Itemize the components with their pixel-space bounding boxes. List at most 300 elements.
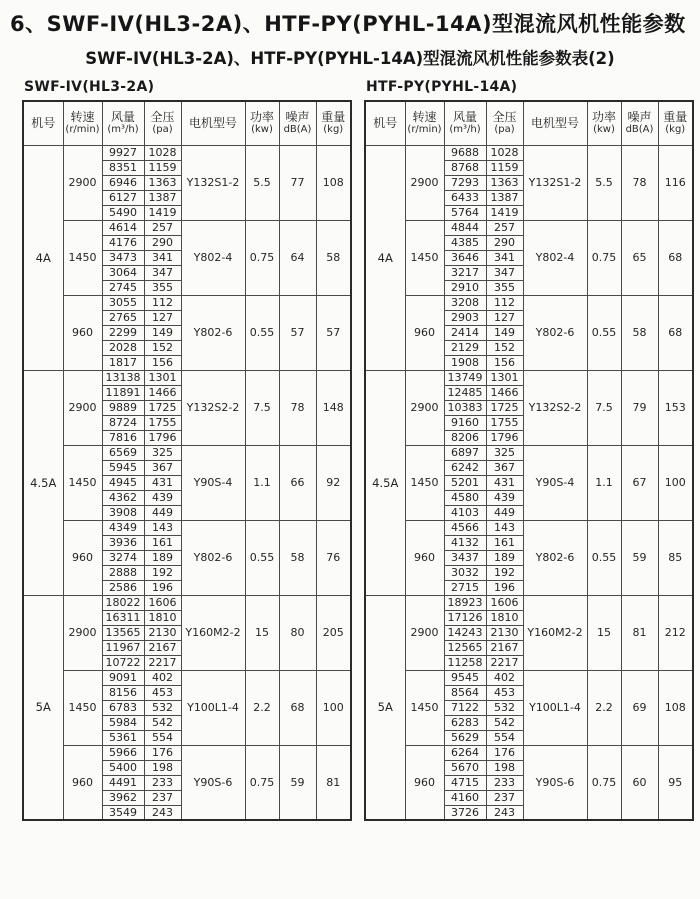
flow-cell: 11258 <box>444 655 486 670</box>
weight-cell: 68 <box>658 220 693 295</box>
header-cell <box>658 101 693 145</box>
pressure-cell: 233 <box>486 775 523 790</box>
flow-cell: 4566 <box>444 520 486 535</box>
pressure-cell: 367 <box>144 460 181 475</box>
motor-cell: Y100L1-4 <box>523 670 587 745</box>
rpm-cell: 1450 <box>63 445 102 520</box>
pressure-cell: 112 <box>144 295 181 310</box>
pressure-cell: 143 <box>144 520 181 535</box>
power-cell: 15 <box>587 595 621 670</box>
flow-cell: 12565 <box>444 640 486 655</box>
flow-cell: 4132 <box>444 535 486 550</box>
pressure-cell: 257 <box>144 220 181 235</box>
flow-cell: 8564 <box>444 685 486 700</box>
rpm-cell: 2900 <box>63 595 102 670</box>
pressure-cell: 196 <box>144 580 181 595</box>
flow-cell: 9688 <box>444 145 486 160</box>
flow-cell: 5764 <box>444 205 486 220</box>
flow-cell: 5361 <box>102 730 144 745</box>
power-cell: 0.75 <box>245 220 279 295</box>
noise-cell: 58 <box>621 295 658 370</box>
header-row <box>23 101 351 145</box>
noise-cell: 57 <box>279 295 316 370</box>
pressure-cell: 189 <box>486 550 523 565</box>
noise-cell: 77 <box>279 145 316 220</box>
flow-cell: 3208 <box>444 295 486 310</box>
pressure-cell: 347 <box>486 265 523 280</box>
pressure-cell: 1725 <box>144 400 181 415</box>
tables-container <box>0 79 700 821</box>
rpm-cell: 960 <box>63 520 102 595</box>
pressure-cell: 1387 <box>144 190 181 205</box>
fan-table-block <box>22 79 352 821</box>
pressure-cell: 1796 <box>144 430 181 445</box>
flow-cell: 18923 <box>444 595 486 610</box>
table-row <box>365 370 693 385</box>
header-label: 全压 <box>150 110 175 125</box>
header-label: 噪声 <box>627 110 652 125</box>
flow-cell: 5945 <box>102 460 144 475</box>
noise-cell: 69 <box>621 670 658 745</box>
table-row <box>23 145 351 160</box>
header-label: 转速 <box>70 110 95 125</box>
pressure-cell: 453 <box>486 685 523 700</box>
power-cell: 0.75 <box>245 745 279 820</box>
pressure-cell: 233 <box>144 775 181 790</box>
pressure-cell: 152 <box>144 340 181 355</box>
pressure-cell: 554 <box>486 730 523 745</box>
flow-cell: 13565 <box>102 625 144 640</box>
pressure-cell: 554 <box>144 730 181 745</box>
flow-cell: 11891 <box>102 385 144 400</box>
header-cell <box>181 101 245 145</box>
pressure-cell: 1301 <box>486 370 523 385</box>
flow-cell: 7293 <box>444 175 486 190</box>
flow-cell: 3646 <box>444 250 486 265</box>
pressure-cell: 237 <box>486 790 523 805</box>
table-row <box>23 595 351 610</box>
pressure-cell: 402 <box>144 670 181 685</box>
weight-cell: 95 <box>658 745 693 820</box>
power-cell: 5.5 <box>587 145 621 220</box>
header-label: 电机型号 <box>530 116 579 131</box>
pressure-cell: 542 <box>486 715 523 730</box>
fan-performance-table <box>22 100 352 821</box>
pressure-cell: 2130 <box>486 625 523 640</box>
flow-cell: 5201 <box>444 475 486 490</box>
flow-cell: 5400 <box>102 760 144 775</box>
weight-cell: 81 <box>316 745 351 820</box>
flow-cell: 2715 <box>444 580 486 595</box>
flow-cell: 5629 <box>444 730 486 745</box>
header-label: 功率 <box>591 110 616 125</box>
flow-cell: 2299 <box>102 325 144 340</box>
flow-cell: 17126 <box>444 610 486 625</box>
table-row <box>23 220 351 235</box>
pressure-cell: 237 <box>144 790 181 805</box>
rpm-cell: 1450 <box>405 220 444 295</box>
pressure-cell: 1363 <box>144 175 181 190</box>
flow-cell: 5670 <box>444 760 486 775</box>
flow-cell: 9889 <box>102 400 144 415</box>
pressure-cell: 161 <box>486 535 523 550</box>
flow-cell: 13138 <box>102 370 144 385</box>
pressure-cell: 439 <box>486 490 523 505</box>
pressure-cell: 1725 <box>486 400 523 415</box>
rpm-cell: 1450 <box>405 670 444 745</box>
pressure-cell: 1606 <box>144 595 181 610</box>
noise-cell: 68 <box>279 670 316 745</box>
flow-cell: 4715 <box>444 775 486 790</box>
header-unit: (r/min) <box>65 124 100 136</box>
pressure-cell: 1796 <box>486 430 523 445</box>
noise-cell: 78 <box>621 145 658 220</box>
flow-cell: 1908 <box>444 355 486 370</box>
flow-cell: 4385 <box>444 235 486 250</box>
pressure-cell: 431 <box>144 475 181 490</box>
motor-cell: Y160M2-2 <box>523 595 587 670</box>
weight-cell: 57 <box>316 295 351 370</box>
power-cell: 7.5 <box>245 370 279 445</box>
table-row <box>23 370 351 385</box>
pressure-cell: 189 <box>144 550 181 565</box>
weight-cell: 85 <box>658 520 693 595</box>
power-cell: 15 <box>245 595 279 670</box>
pressure-cell: 325 <box>486 445 523 460</box>
flow-cell: 2586 <box>102 580 144 595</box>
flow-cell: 6242 <box>444 460 486 475</box>
header-cell <box>523 101 587 145</box>
flow-cell: 4349 <box>102 520 144 535</box>
noise-cell: 66 <box>279 445 316 520</box>
page-title: 6、SWF-IV(HL3-2A)、HTF-PY(PYHL-14A)型混流风机性能参数 <box>10 12 686 36</box>
model-cell: 4A <box>23 145 63 370</box>
pressure-cell: 449 <box>486 505 523 520</box>
flow-cell: 2765 <box>102 310 144 325</box>
pressure-cell: 192 <box>144 565 181 580</box>
motor-cell: Y100L1-4 <box>181 670 245 745</box>
table-row <box>365 670 693 685</box>
pressure-cell: 2217 <box>486 655 523 670</box>
pressure-cell: 149 <box>486 325 523 340</box>
pressure-cell: 1466 <box>486 385 523 400</box>
header-cell <box>587 101 621 145</box>
noise-cell: 60 <box>621 745 658 820</box>
pressure-cell: 355 <box>144 280 181 295</box>
flow-cell: 9927 <box>102 145 144 160</box>
pressure-cell: 1419 <box>144 205 181 220</box>
flow-cell: 4614 <box>102 220 144 235</box>
flow-cell: 9091 <box>102 670 144 685</box>
table-row <box>365 745 693 760</box>
pressure-cell: 2167 <box>486 640 523 655</box>
flow-cell: 8768 <box>444 160 486 175</box>
pressure-cell: 431 <box>486 475 523 490</box>
flow-cell: 10722 <box>102 655 144 670</box>
flow-cell: 13749 <box>444 370 486 385</box>
model-cell: 4.5A <box>23 370 63 595</box>
page-subtitle: SWF-IV(HL3-2A)、HTF-PY(PYHL-14A)型混流风机性能参数表(2) <box>85 49 615 68</box>
motor-cell: Y90S-4 <box>181 445 245 520</box>
flow-cell: 4362 <box>102 490 144 505</box>
motor-cell: Y132S2-2 <box>181 370 245 445</box>
rpm-cell: 960 <box>405 295 444 370</box>
pressure-cell: 1755 <box>144 415 181 430</box>
pressure-cell: 152 <box>486 340 523 355</box>
motor-cell: Y160M2-2 <box>181 595 245 670</box>
flow-cell: 2888 <box>102 565 144 580</box>
header-cell <box>444 101 486 145</box>
table-row <box>23 670 351 685</box>
pressure-cell: 176 <box>144 745 181 760</box>
flow-cell: 6283 <box>444 715 486 730</box>
flow-cell: 8351 <box>102 160 144 175</box>
flow-cell: 3549 <box>102 805 144 820</box>
flow-cell: 8156 <box>102 685 144 700</box>
noise-cell: 79 <box>621 370 658 445</box>
power-cell: 1.1 <box>245 445 279 520</box>
power-cell: 5.5 <box>245 145 279 220</box>
pressure-cell: 1755 <box>486 415 523 430</box>
flow-cell: 7816 <box>102 430 144 445</box>
header-label: 全压 <box>492 110 517 125</box>
table-caption: SWF-IV(HL3-2A) <box>24 79 155 95</box>
weight-cell: 58 <box>316 220 351 295</box>
weight-cell: 212 <box>658 595 693 670</box>
header-unit: (m³/h) <box>449 124 481 136</box>
header-label: 机号 <box>373 116 398 131</box>
table-row <box>23 745 351 760</box>
model-cell: 4A <box>365 145 405 370</box>
flow-cell: 12485 <box>444 385 486 400</box>
pressure-cell: 156 <box>486 355 523 370</box>
pressure-cell: 542 <box>144 715 181 730</box>
header-unit: (kw) <box>593 124 615 136</box>
motor-cell: Y802-6 <box>523 520 587 595</box>
pressure-cell: 127 <box>486 310 523 325</box>
flow-cell: 9545 <box>444 670 486 685</box>
pressure-cell: 341 <box>486 250 523 265</box>
weight-cell: 68 <box>658 295 693 370</box>
flow-cell: 3908 <box>102 505 144 520</box>
flow-cell: 9160 <box>444 415 486 430</box>
pressure-cell: 198 <box>486 760 523 775</box>
weight-cell: 108 <box>658 670 693 745</box>
pressure-cell: 2130 <box>144 625 181 640</box>
pressure-cell: 176 <box>486 745 523 760</box>
flow-cell: 6897 <box>444 445 486 460</box>
header-unit: dB(A) <box>625 124 654 136</box>
header-label: 风量 <box>452 110 477 125</box>
power-cell: 0.55 <box>245 520 279 595</box>
header-label: 噪声 <box>285 110 310 125</box>
flow-cell: 5490 <box>102 205 144 220</box>
pressure-cell: 1028 <box>144 145 181 160</box>
flow-cell: 7122 <box>444 700 486 715</box>
table-row <box>365 295 693 310</box>
table-row <box>365 145 693 160</box>
motor-cell: Y802-6 <box>181 295 245 370</box>
power-cell: 0.55 <box>245 295 279 370</box>
header-cell <box>63 101 102 145</box>
power-cell: 0.75 <box>587 745 621 820</box>
header-unit: (kw) <box>251 124 273 136</box>
motor-cell: Y90S-6 <box>181 745 245 820</box>
motor-cell: Y802-4 <box>181 220 245 295</box>
flow-cell: 2910 <box>444 280 486 295</box>
pressure-cell: 112 <box>486 295 523 310</box>
header-label: 风量 <box>110 110 135 125</box>
rpm-cell: 960 <box>63 745 102 820</box>
noise-cell: 78 <box>279 370 316 445</box>
pressure-cell: 2167 <box>144 640 181 655</box>
rpm-cell: 1450 <box>63 220 102 295</box>
pressure-cell: 1159 <box>486 160 523 175</box>
pressure-cell: 1363 <box>486 175 523 190</box>
header-label: 功率 <box>249 110 274 125</box>
pressure-cell: 1387 <box>486 190 523 205</box>
flow-cell: 3032 <box>444 565 486 580</box>
noise-cell: 59 <box>621 520 658 595</box>
weight-cell: 148 <box>316 370 351 445</box>
header-unit: (pa) <box>152 124 173 136</box>
pressure-cell: 1028 <box>486 145 523 160</box>
header-cell <box>144 101 181 145</box>
weight-cell: 76 <box>316 520 351 595</box>
flow-cell: 3726 <box>444 805 486 820</box>
pressure-cell: 325 <box>144 445 181 460</box>
flow-cell: 6946 <box>102 175 144 190</box>
flow-cell: 3064 <box>102 265 144 280</box>
pressure-cell: 1810 <box>144 610 181 625</box>
noise-cell: 81 <box>621 595 658 670</box>
header-cell <box>102 101 144 145</box>
header-unit: (pa) <box>494 124 515 136</box>
header-row <box>365 101 693 145</box>
power-cell: 1.1 <box>587 445 621 520</box>
flow-cell: 8206 <box>444 430 486 445</box>
table-row <box>23 295 351 310</box>
rpm-cell: 960 <box>405 745 444 820</box>
header-unit: (kg) <box>665 124 686 136</box>
weight-cell: 205 <box>316 595 351 670</box>
noise-cell: 65 <box>621 220 658 295</box>
pressure-cell: 1606 <box>486 595 523 610</box>
pressure-cell: 156 <box>144 355 181 370</box>
pressure-cell: 290 <box>144 235 181 250</box>
motor-cell: Y802-4 <box>523 220 587 295</box>
motor-cell: Y132S1-2 <box>523 145 587 220</box>
header-label: 电机型号 <box>188 116 237 131</box>
flow-cell: 6127 <box>102 190 144 205</box>
flow-cell: 5966 <box>102 745 144 760</box>
header-unit: (kg) <box>323 124 344 136</box>
flow-cell: 4580 <box>444 490 486 505</box>
flow-cell: 8724 <box>102 415 144 430</box>
pressure-cell: 1419 <box>486 205 523 220</box>
header-cell <box>279 101 316 145</box>
header-label: 转速 <box>412 110 437 125</box>
rpm-cell: 2900 <box>63 145 102 220</box>
header-label: 重量 <box>321 110 346 125</box>
flow-cell: 2745 <box>102 280 144 295</box>
flow-cell: 3437 <box>444 550 486 565</box>
weight-cell: 92 <box>316 445 351 520</box>
model-cell: 5A <box>365 595 405 820</box>
flow-cell: 2414 <box>444 325 486 340</box>
flow-cell: 6433 <box>444 190 486 205</box>
pressure-cell: 439 <box>144 490 181 505</box>
flow-cell: 3936 <box>102 535 144 550</box>
flow-cell: 6264 <box>444 745 486 760</box>
flow-cell: 2028 <box>102 340 144 355</box>
flow-cell: 2129 <box>444 340 486 355</box>
flow-cell: 16311 <box>102 610 144 625</box>
power-cell: 2.2 <box>587 670 621 745</box>
pressure-cell: 1466 <box>144 385 181 400</box>
flow-cell: 4844 <box>444 220 486 235</box>
flow-cell: 18022 <box>102 595 144 610</box>
flow-cell: 3217 <box>444 265 486 280</box>
flow-cell: 10383 <box>444 400 486 415</box>
header-unit: dB(A) <box>283 124 312 136</box>
weight-cell: 116 <box>658 145 693 220</box>
model-cell: 4.5A <box>365 370 405 595</box>
weight-cell: 108 <box>316 145 351 220</box>
rpm-cell: 2900 <box>63 370 102 445</box>
flow-cell: 14243 <box>444 625 486 640</box>
flow-cell: 3055 <box>102 295 144 310</box>
header-cell <box>245 101 279 145</box>
header-cell <box>23 101 63 145</box>
model-cell: 5A <box>23 595 63 820</box>
pressure-cell: 149 <box>144 325 181 340</box>
pressure-cell: 532 <box>144 700 181 715</box>
rpm-cell: 960 <box>63 295 102 370</box>
motor-cell: Y132S2-2 <box>523 370 587 445</box>
pressure-cell: 347 <box>144 265 181 280</box>
power-cell: 0.55 <box>587 295 621 370</box>
header-label: 重量 <box>663 110 688 125</box>
pressure-cell: 243 <box>486 805 523 820</box>
rpm-cell: 960 <box>405 520 444 595</box>
rpm-cell: 1450 <box>405 445 444 520</box>
motor-cell: Y802-6 <box>181 520 245 595</box>
flow-cell: 2903 <box>444 310 486 325</box>
flow-cell: 1817 <box>102 355 144 370</box>
flow-cell: 4103 <box>444 505 486 520</box>
motor-cell: Y90S-4 <box>523 445 587 520</box>
flow-cell: 6783 <box>102 700 144 715</box>
power-cell: 0.55 <box>587 520 621 595</box>
pressure-cell: 355 <box>486 280 523 295</box>
weight-cell: 100 <box>658 445 693 520</box>
power-cell: 0.75 <box>587 220 621 295</box>
pressure-cell: 2217 <box>144 655 181 670</box>
rpm-cell: 2900 <box>405 370 444 445</box>
pressure-cell: 161 <box>144 535 181 550</box>
flow-cell: 3274 <box>102 550 144 565</box>
power-cell: 2.2 <box>245 670 279 745</box>
pressure-cell: 143 <box>486 520 523 535</box>
noise-cell: 64 <box>279 220 316 295</box>
pressure-cell: 192 <box>486 565 523 580</box>
header-cell <box>621 101 658 145</box>
flow-cell: 4491 <box>102 775 144 790</box>
motor-cell: Y90S-6 <box>523 745 587 820</box>
pressure-cell: 449 <box>144 505 181 520</box>
weight-cell: 153 <box>658 370 693 445</box>
